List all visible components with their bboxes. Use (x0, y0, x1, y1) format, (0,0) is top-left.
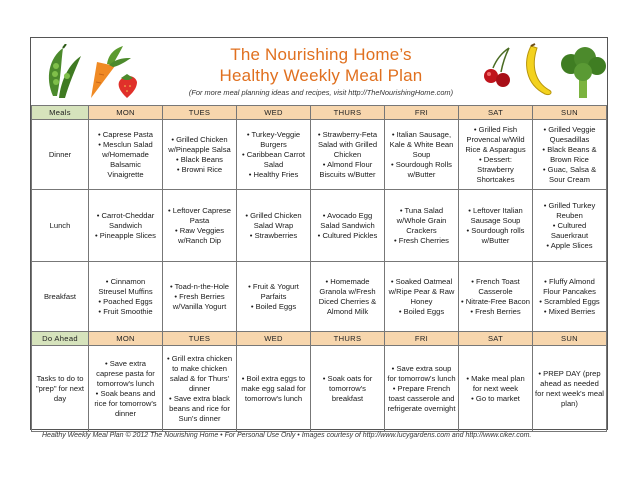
meal-list (239, 211, 308, 241)
meal-item: • Boil extra eggs to make egg salad for tomorrow's lunch (241, 373, 306, 403)
day-header-fri: FRI (385, 106, 459, 120)
meal-item: • Tuna Salad w/Whole Grain Crackers (396, 205, 447, 235)
lunch-cell-sun (533, 190, 607, 262)
meal-item: • Apple Slices (546, 240, 593, 250)
ahead-cell-mon (89, 346, 163, 432)
fruits-illustration (479, 42, 607, 102)
meal-list (387, 364, 456, 414)
meal-list (461, 374, 530, 404)
dinner-cell-fri (385, 120, 459, 190)
ahead-day-header-fri: FRI (385, 332, 459, 346)
meal-item: • Caribbean Carrot Salad (241, 149, 305, 169)
meal-item: • Guac, Salsa & Sour Cream (542, 164, 597, 184)
footer: Healthy Weekly Meal Plan © 2012 The Nourishing Home • For Personal Use Only • Images courtesy of http://www.lucygardens.com and http://www.ciker.com. (42, 432, 532, 439)
do-ahead-label: Tasks to do to "prep" for next day (32, 346, 89, 432)
meal-item: • Mesclun Salad w/Homemade Balsamic Vinaigrette (98, 139, 153, 179)
meal-item: • Go to market (471, 393, 520, 403)
meal-plan-sheet (30, 37, 608, 430)
meal-item: • Caprese Pasta (98, 129, 153, 139)
ahead-day-header-tues: TUES (163, 332, 237, 346)
meal-item: • Turkey-Veggie Burgers (246, 129, 301, 149)
meal-item: • Poached Eggs (98, 296, 153, 306)
lunch-cell-tues (163, 190, 237, 262)
meal-item: • Scrambled Eggs (539, 296, 600, 306)
meal-list (535, 369, 604, 409)
meal-item: • Grilled Turkey Reuben (543, 200, 596, 220)
meal-list (535, 125, 604, 185)
dinner-cell-tues (163, 120, 237, 190)
meal-item: • Dessert: Strawberry Shortcakes (476, 154, 515, 184)
do-ahead-header-row (32, 332, 607, 346)
meal-item: • Carrot-Cheddar Sandwich (96, 210, 155, 230)
meal-item: • Browni Rice (176, 164, 223, 174)
ahead-cell-sat (459, 346, 533, 432)
breakfast-cell-sun (533, 262, 607, 332)
meal-item: • Grilled Veggie Quesadillas (543, 124, 596, 144)
meal-item: • Soaked Oatmeal w/Ripe Pear & Raw Honey (388, 276, 455, 306)
lunch-cell-sat (459, 190, 533, 262)
meal-item: • Leftover Caprese Pasta (167, 205, 232, 225)
meal-item: • Fluffy Almond Flour Pancakes (543, 276, 596, 296)
broccoli-icon (561, 47, 606, 98)
meal-item: • Fresh Cherries (394, 235, 449, 245)
meal-item: • Fruit Smoothie (98, 306, 153, 316)
dinner-row (32, 120, 607, 190)
ahead-cell-sun (533, 346, 607, 432)
meal-list (313, 211, 382, 241)
day-header-tues: TUES (163, 106, 237, 120)
meal-item: • Mixed Berries (543, 306, 596, 316)
ahead-day-header-mon: MON (89, 332, 163, 346)
dinner-cell-wed (237, 120, 311, 190)
meal-item: • Save extra soup for tomorrow's lunch (387, 363, 456, 383)
dinner-label: Dinner (32, 120, 89, 190)
day-header-sun: SUN (533, 106, 607, 120)
meal-item: • Sourdough Rolls w/Butter (391, 159, 452, 179)
meal-item: • Fruit & Yogurt Parfaits (248, 281, 299, 301)
meal-item: • Boiled Eggs (398, 306, 445, 316)
meal-list (165, 354, 234, 424)
lunch-label: Lunch (32, 190, 89, 262)
meal-list (91, 359, 160, 419)
meal-item: • Black Beans (176, 154, 223, 164)
meal-item: • Save extra black beans and rice for Sun's dinner (169, 393, 230, 423)
breakfast-cell-thurs (311, 262, 385, 332)
meal-item: • Save extra caprese pasta for tomorrow's lunch (96, 358, 155, 388)
meal-list (387, 277, 456, 317)
meal-list (461, 206, 530, 246)
day-header-sat: SAT (459, 106, 533, 120)
dinner-cell-sun (533, 120, 607, 190)
ahead-day-header-wed: WED (237, 332, 311, 346)
lunch-cell-wed (237, 190, 311, 262)
meal-list (461, 277, 530, 317)
meal-item: • Cultured Pickles (317, 230, 378, 240)
ahead-cell-wed (237, 346, 311, 432)
meal-list (239, 374, 308, 404)
meal-list (313, 130, 382, 180)
meal-list (165, 206, 234, 246)
meal-list (239, 282, 308, 312)
header (31, 38, 607, 105)
meal-list (91, 130, 160, 180)
meal-item: • Boiled Eggs (250, 301, 297, 311)
breakfast-label: Breakfast (32, 262, 89, 332)
breakfast-cell-fri (385, 262, 459, 332)
meal-item: • French Toast Casserole (471, 276, 520, 296)
ahead-day-header-sat: SAT (459, 332, 533, 346)
meal-item: • Strawberries (249, 230, 298, 240)
meal-item: • Black Beans & Brown Rice (542, 144, 597, 164)
meal-list (165, 135, 234, 175)
meals-header: Meals (32, 106, 89, 120)
title-line-2: Healthy Weekly Meal Plan (219, 66, 423, 85)
meal-item: • Italian Sausage, Kale & White Bean Soup (389, 129, 454, 159)
meal-list (313, 374, 382, 404)
meal-item: • Prepare French toast casserole and refrigerate overnight (387, 383, 456, 413)
breakfast-cell-mon (89, 262, 163, 332)
meal-item: • Grill extra chicken to make chicken salad & for Thurs' dinner (166, 353, 233, 393)
meal-list (535, 277, 604, 317)
meal-list (461, 125, 530, 185)
breakfast-cell-tues (163, 262, 237, 332)
lunch-cell-fri (385, 190, 459, 262)
meal-item: • Almond Flour Biscuits w/Butter (319, 159, 376, 179)
meal-item: • Fresh Berries (470, 306, 521, 316)
do-ahead-header: Do Ahead (32, 332, 89, 346)
pea-pod-icon (49, 44, 81, 98)
title-line-1: The Nourishing Home’s (230, 45, 412, 64)
meal-list (165, 282, 234, 312)
meal-list (387, 206, 456, 246)
dinner-cell-mon (89, 120, 163, 190)
meal-item: • Fresh Berries w/Vanilla Yogurt (172, 291, 227, 311)
day-header-thurs: THURS (311, 106, 385, 120)
day-header-mon: MON (89, 106, 163, 120)
meal-item: • Sourdough rolls w/Butter (466, 225, 525, 245)
meal-item: • Cultured Sauerkraut (550, 220, 589, 240)
ahead-cell-thurs (311, 346, 385, 432)
strawberry-icon (119, 74, 137, 98)
ahead-day-header-thurs: THURS (311, 332, 385, 346)
meal-item: • Avocado Egg Salad Sandwich (320, 210, 375, 230)
meal-item: • Soak beans and rice for tomorrow's dinner (94, 388, 157, 418)
meal-item: • Grilled Chicken Salad Wrap (245, 210, 302, 230)
title-block (161, 44, 481, 97)
meal-item: • Cinnamon Streusel Muffins (98, 276, 153, 296)
meal-item: • Grilled Chicken w/Pineapple Salsa (168, 134, 231, 154)
meal-list (91, 277, 160, 317)
meal-item: • Raw Veggies w/Ranch Dip (174, 225, 225, 245)
meal-item: • Make meal plan for next week (466, 373, 525, 393)
meal-item: • Soak oats for tomorrow's breakfast (322, 373, 373, 403)
day-header-wed: WED (237, 106, 311, 120)
breakfast-row (32, 262, 607, 332)
ahead-day-header-sun: SUN (533, 332, 607, 346)
meal-item: • Homemade Granola w/Fresh Diced Cherries & Almond Milk (318, 276, 377, 316)
lunch-cell-thurs (311, 190, 385, 262)
meals-header-row (32, 106, 607, 120)
meal-item: • Nitrate-Free Bacon (461, 296, 530, 306)
meal-item: • Strawberry-Feta Salad with Grilled Chicken (317, 129, 378, 159)
do-ahead-row (32, 346, 607, 432)
dinner-cell-sat (459, 120, 533, 190)
meal-item: • Pineapple Slices (95, 230, 156, 240)
banana-icon (527, 44, 551, 95)
subtitle: (For more meal planning ideas and recipes, visit http://TheNourishingHome.com) (188, 88, 454, 97)
ahead-cell-tues (163, 346, 237, 432)
lunch-row (32, 190, 607, 262)
meal-list (239, 130, 308, 180)
meal-plan-table (31, 105, 607, 432)
ahead-cell-fri (385, 346, 459, 432)
meal-item: • Grilled Fish Provencal w/Wild Rice & Asparagus (465, 124, 526, 154)
lunch-cell-mon (89, 190, 163, 262)
meal-item: • Toad-n-the-Hole (169, 281, 230, 291)
dinner-cell-thurs (311, 120, 385, 190)
meal-item: • Leftover Italian Sausage Soup (468, 205, 523, 225)
meal-list (313, 277, 382, 317)
meal-list (387, 130, 456, 180)
breakfast-cell-sat (459, 262, 533, 332)
cherries-icon (484, 48, 510, 87)
vegetables-illustration (39, 44, 159, 100)
meal-list (91, 211, 160, 241)
meal-item: • PREP DAY (prep ahead as needed for next week's meal plan) (535, 368, 604, 408)
meal-list (535, 201, 604, 251)
meal-item: • Healthy Fries (248, 169, 299, 179)
breakfast-cell-wed (237, 262, 311, 332)
